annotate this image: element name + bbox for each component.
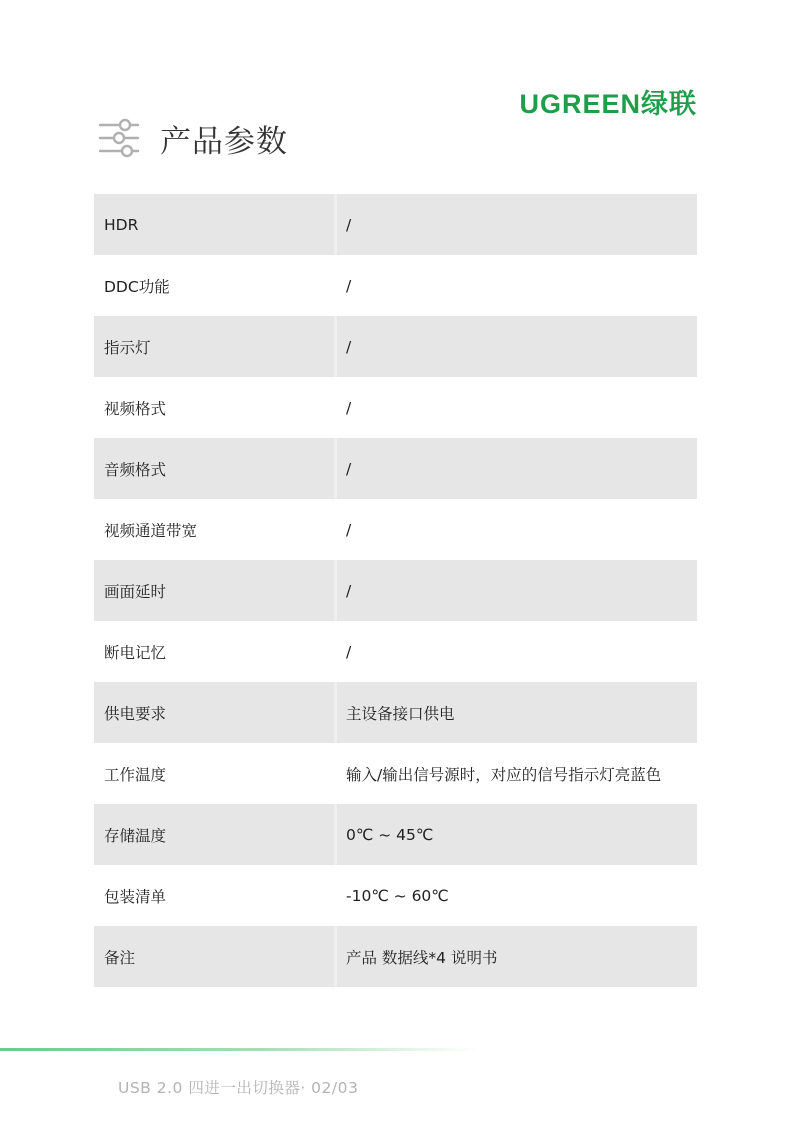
spec-key: DDC功能 <box>104 277 170 296</box>
spec-row <box>94 865 697 926</box>
spec-row <box>94 255 697 316</box>
spec-value: / <box>346 337 352 356</box>
spec-value: / <box>346 459 352 478</box>
spec-row <box>94 621 697 682</box>
spec-key: 备注 <box>104 948 136 967</box>
spec-row <box>94 926 697 987</box>
spec-value: / <box>346 276 352 295</box>
spec-key: 断电记忆 <box>104 643 167 662</box>
spec-value: 0℃ ~ 45℃ <box>346 825 434 844</box>
section-header <box>98 116 288 160</box>
spec-key: 供电要求 <box>104 704 167 723</box>
spec-value: / <box>346 520 352 539</box>
spec-value: 主设备接口供电 <box>346 704 455 723</box>
footer-caption: USB 2.0 四进一出切换器· 02/03 <box>118 1079 359 1097</box>
spec-key: 指示灯 <box>104 338 151 357</box>
spec-value: / <box>346 215 352 234</box>
spec-value: 输入/输出信号源时，对应的信号指示灯亮蓝色 <box>346 765 662 784</box>
spec-value: -10℃ ~ 60℃ <box>346 886 449 905</box>
spec-row <box>94 316 697 377</box>
spec-key: 包装清单 <box>104 887 167 906</box>
spec-row <box>94 560 697 621</box>
spec-key: 视频格式 <box>104 399 167 418</box>
spec-key: HDR <box>104 215 139 234</box>
spec-row <box>94 743 697 804</box>
page-title: 产品参数 <box>160 123 288 160</box>
spec-key: 存储温度 <box>104 826 167 845</box>
spec-row <box>94 804 697 865</box>
footer-divider <box>0 1048 480 1051</box>
spec-value: / <box>346 398 352 417</box>
spec-key: 工作温度 <box>104 765 167 784</box>
sliders-icon <box>98 117 140 159</box>
spec-table <box>94 194 697 987</box>
spec-row <box>94 194 697 255</box>
spec-value: / <box>346 581 352 600</box>
spec-row <box>94 499 697 560</box>
spec-key: 视频通道带宽 <box>104 521 198 540</box>
brand-logo: UGREEN绿联 <box>519 89 697 119</box>
spec-row <box>94 682 697 743</box>
spec-row <box>94 377 697 438</box>
spec-value: / <box>346 642 352 661</box>
spec-value: 产品 数据线*4 说明书 <box>346 948 498 967</box>
spec-row <box>94 438 697 499</box>
spec-key: 音频格式 <box>104 460 167 479</box>
spec-key: 画面延时 <box>104 582 167 601</box>
